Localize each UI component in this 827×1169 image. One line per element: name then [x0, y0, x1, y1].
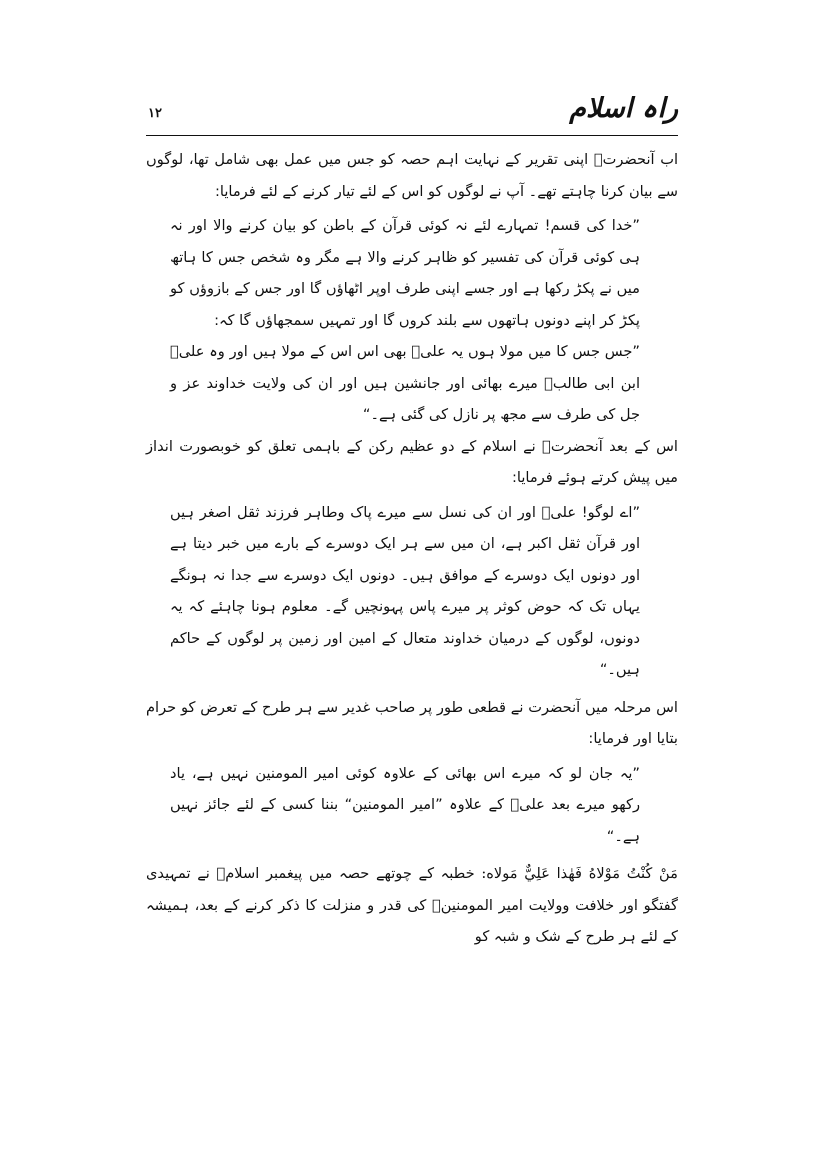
header-divider [146, 135, 678, 136]
quote-1: ”خدا کی قسم! تمہارے لئے نہ کوئی قرآن کے باطن کو بیان کرنے والا اور نہ ہی کوئی قرآن کی تفسیر کو ظاہر کرنے والا ہے مگر وہ شخص جس کا ہاتھ میں نے پکڑ رکھا ہے اور جسے اپنی طرف اوپر اٹھاؤں گا اور جس کے بازوؤں کو پکڑ کر اپنے دونوں ہاتھوں سے بلند کروں گا اور تمہیں سمجھاؤں گا کہ: [170, 217, 640, 329]
quote-4: ”یہ جان لو کہ میرے اس بھائی کے علاوہ کوئی امیر المومنین نہیں ہے، یاد رکھو میرے بعد علیؑ کے علاوہ ”امیر المومنین“ بننا کسی کے لئے جائز نہیں ہے۔“ [170, 764, 640, 845]
paragraph-3: اس مرحلہ میں آنحضرت نے قطعی طور پر صاحب غدیر سے ہر طرح کے تعرض کو حرام بتایا اور فرمایا: [146, 698, 678, 747]
paragraph-4-text: خطبہ کے چوتھے حصہ میں پیغمبر اسلامؐ نے تمہیدی گفتگو اور خلافت وولایت امیر المومنینؑ کی قدر و منزلت کا ذکر کرنے کے بعد، ہمیشہ کے لئے ہر طرح کے شک و شبہ کو [146, 865, 678, 945]
quote-3: ”اے لوگو! علیؑ اور ان کی نسل سے میرے پاک وطاہر فرزند ثقل اصغر ہیں اور قرآن ثقل اکبر ہے، ان میں سے ہر ایک دوسرے کے بارے میں خبر دیتا ہے اور دونوں ایک دوسرے کے موافق ہیں۔ دونوں ایک دوسرے سے جدا نہ ہونگے یہاں تک کہ حوض کوثر پر میرے پاس پہونچیں گے۔ معلوم ہونا چاہئے کہ یہ دونوں، لوگوں کے درمیان خداوند متعال کے امین اور زمین پر لوگوں کے حاکم ہیں۔“ [170, 503, 640, 678]
running-title: راہ اسلام [569, 93, 678, 124]
page-number: ۱۲ [148, 106, 162, 121]
arabic-phrase: مَنْ كُنْتُ مَوْلاهُ فَهٰذا عَلِيٌّ مَولاه: [481, 865, 678, 882]
page-body [146, 144, 678, 953]
paragraph-1: اب آنحضرتؐ اپنی تقریر کے نہایت اہم حصہ کو جس میں عمل بھی شامل تھا، لوگوں سے بیان کرنا چاہتے تھے۔ آپ نے لوگوں کو اس کے لئے تیار کرنے کے لئے فرمایا: [146, 151, 678, 200]
paragraph-4 [146, 858, 678, 953]
quote-2: ”جس جس کا میں مولا ہوں یہ علیؑ بھی اس اس کے مولا ہیں اور وہ علیؑ ابن ابی طالبؑ میرے بھائی اور جانشین ہیں اور ان کی ولایت خداوند عز و جل کی طرف سے مجھ پر نازل کی گئی ہے۔“ [170, 343, 640, 423]
page-header [146, 92, 678, 134]
paragraph-2: اس کے بعد آنحضرتؐ نے اسلام کے دو عظیم رکن کے باہمی تعلق کو خوبصورت انداز میں پیش کرتے ہوئے فرمایا: [146, 437, 678, 486]
